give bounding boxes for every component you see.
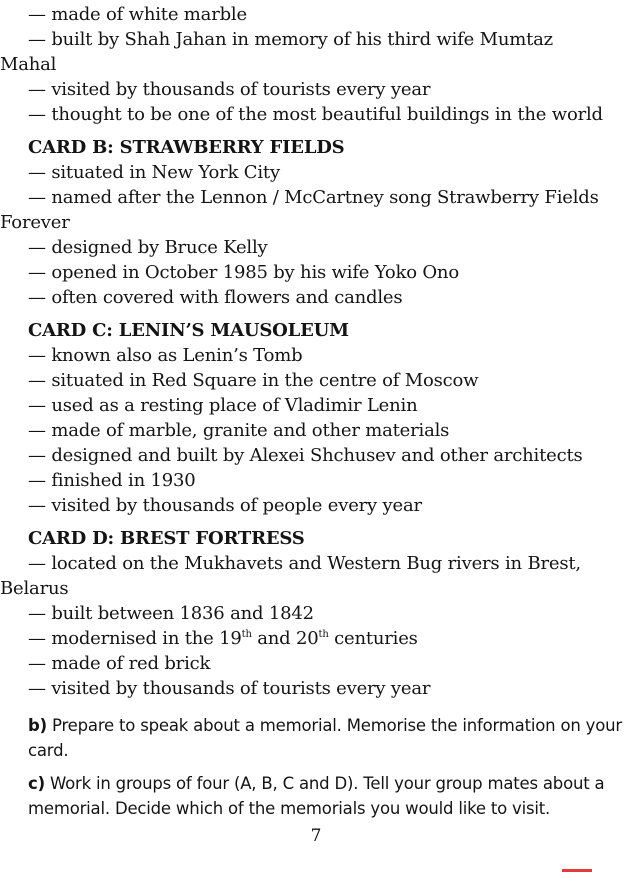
card-c-line: — visited by thousands of people every year <box>28 495 422 516</box>
card-b-line: — named after the Lennon / McCartney song Strawberry Fields <box>28 187 599 208</box>
task-b-label: b) <box>28 716 47 735</box>
modernised-mid: and 20 <box>251 628 319 649</box>
card-d-title: CARD D: BREST FORTRESS <box>28 528 305 549</box>
card-d-line-modernised <box>0 626 632 651</box>
card-d-line: — made of red brick <box>28 653 211 674</box>
intro-line-beautiful: — thought to be one of the most beautiful buildings in the world <box>28 104 603 125</box>
modernised-suffix: centuries <box>328 628 418 649</box>
card-d-line-cont: Belarus <box>0 578 69 599</box>
card-d-line: — built between 1836 and 1842 <box>28 603 314 624</box>
task-c <box>0 771 632 821</box>
card-d-line: — visited by thousands of tourists every year <box>28 678 431 699</box>
superscript-th: th <box>241 629 252 640</box>
intro-line-built: — built by Shah Jahan in memory of his third wife Mumtaz <box>28 29 553 50</box>
superscript-th: th <box>318 629 329 640</box>
intro-line-visited: — visited by thousands of tourists every year <box>28 79 431 100</box>
card-d-line: — located on the Mukhavets and Western Bug rivers in Brest, <box>28 553 581 574</box>
card-b-line: — situated in New York City <box>28 162 280 183</box>
task-c-text: Work in groups of four (A, B, C and D). Tell your group mates about a memorial. Decide which of the memorials you would like to visit. <box>28 774 605 818</box>
task-b-text: Prepare to speak about a memorial. Memorise the information on your card. <box>28 716 622 760</box>
card-c-line: — used as a resting place of Vladimir Lenin <box>28 395 418 416</box>
card-c-line: — made of marble, granite and other materials <box>28 420 450 441</box>
card-b-line: — opened in October 1985 by his wife Yoko Ono <box>28 262 459 283</box>
page-number: 7 <box>310 826 322 846</box>
card-c-line: — designed and built by Alexei Shchusev and other architects <box>28 445 583 466</box>
card-c-title: CARD C: LENIN’S MAUSOLEUM <box>28 320 349 341</box>
card-b-line: — designed by Bruce Kelly <box>28 237 268 258</box>
card-c-line: — known also as Lenin’s Tomb <box>28 345 303 366</box>
card-c-line: — situated in Red Square in the centre of Moscow <box>28 370 479 391</box>
card-c-line: — finished in 1930 <box>28 470 196 491</box>
card-b-line: — often covered with flowers and candles <box>28 287 403 308</box>
task-b <box>0 713 632 763</box>
intro-line-built-cont: Mahal <box>0 54 57 75</box>
intro-line-marble: — made of white marble <box>28 4 247 25</box>
card-b-line-cont: Forever <box>0 212 70 233</box>
task-c-label: c) <box>28 774 45 793</box>
modernised-prefix: — modernised in the 19 <box>28 628 242 649</box>
card-b-title: CARD B: STRAWBERRY FIELDS <box>28 137 345 158</box>
